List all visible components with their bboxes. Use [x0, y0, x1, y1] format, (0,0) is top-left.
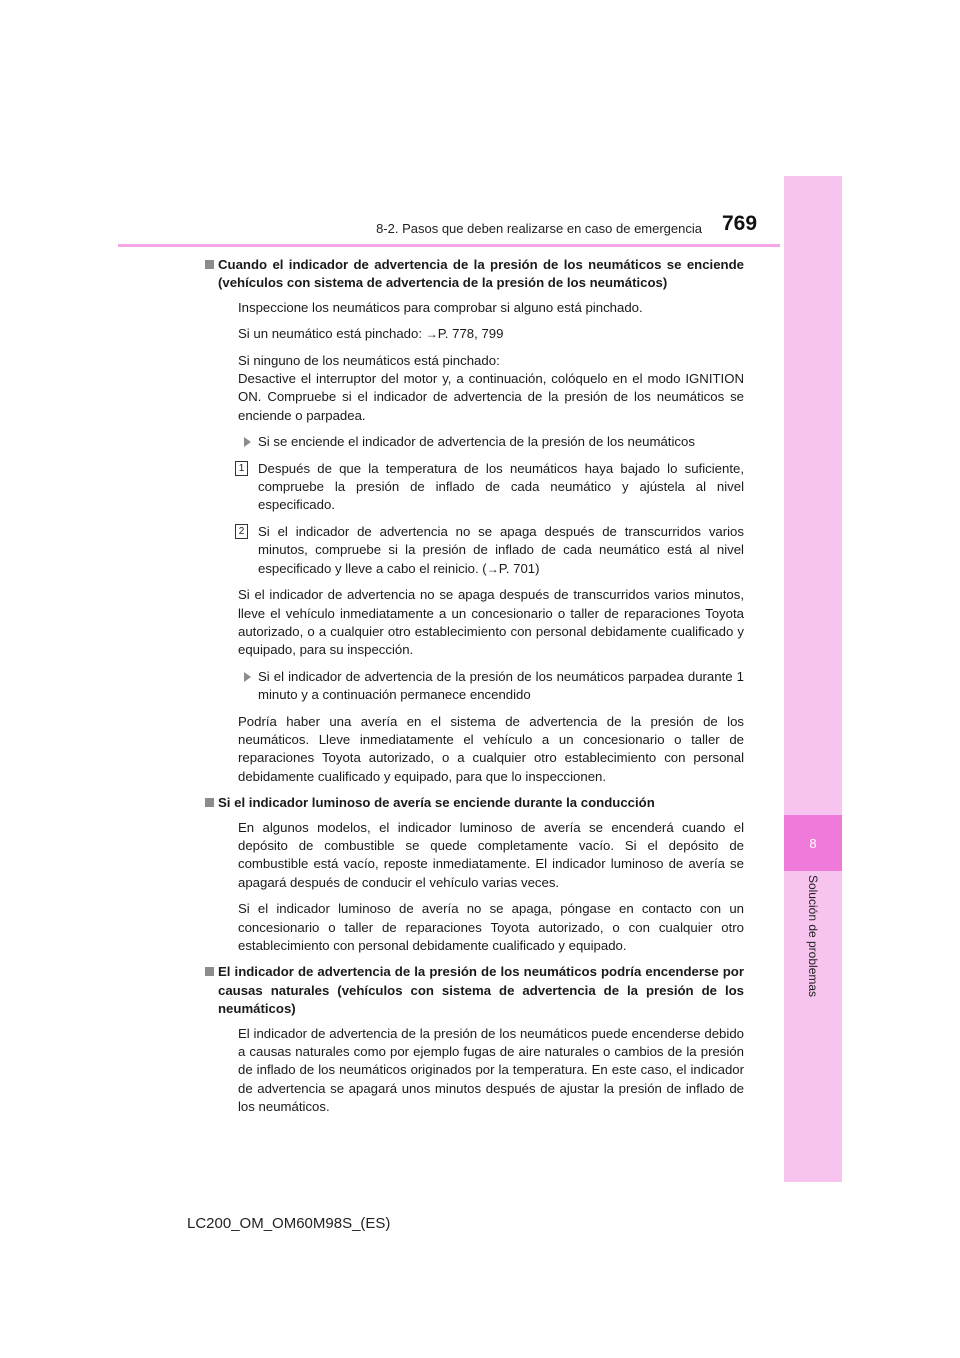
page-reference-link[interactable]: P. 778, 799	[437, 326, 504, 342]
list-item	[238, 668, 744, 705]
step-item	[238, 523, 744, 578]
list-item	[238, 433, 744, 451]
document-code: LC200_OM_OM60M98S_(ES)	[187, 1215, 391, 1232]
paragraph: Si el indicador luminoso de avería no se apaga, póngase en contacto con un concesionario o taller de reparaciones Toyota autorizado, o con cualquier otro establecimiento con personal debidamente cualificado y equipado.	[238, 901, 744, 953]
paragraph: En algunos modelos, el indicador luminoso de avería se encenderá cuando el depósito de combustible se quede completamente vacío. Si el depósito de combustible está vacío, reposte inmediatamente. El indicador luminoso de avería se apagará después de conducir el vehículo varias veces.	[238, 819, 744, 890]
block-title-tpms-on	[218, 256, 744, 293]
step-item	[238, 460, 744, 515]
ref-prefix: Si un neumático está pinchado:	[238, 326, 426, 342]
paragraph: Inspeccione los neumáticos para comprobar si alguno está pinchado.	[238, 299, 643, 315]
page-number: 769	[722, 212, 758, 235]
block-title-text: Cuando el indicador de advertencia de la presión de los neumáticos se enciende (vehículos con sistema de advertencia de la presión de los neumáticos)	[218, 257, 744, 291]
paragraph: El indicador de advertencia de la presión de los neumáticos puede encenderse debido a causas naturales como por ejemplo fugas de aire naturales o cambios de la presión de inflado de los neumáticos originados por la temperatura. En este caso, el indicador de advertencia se apagará unos minutos después de ajustar la presión de inflado de los neumáticos.	[238, 1025, 744, 1115]
step-number: 2	[235, 524, 248, 539]
block-title-natural-causes	[218, 963, 744, 1018]
square-bullet-icon	[205, 260, 214, 269]
block-body-natural-causes	[218, 1025, 744, 1117]
page-reference-link[interactable]: P. 701)	[498, 560, 540, 576]
block-body-malfunction	[218, 819, 744, 956]
chapter-label: Solución de problemas	[806, 874, 820, 998]
arrow-right-icon: →	[486, 561, 499, 576]
square-bullet-icon	[205, 798, 214, 807]
header-divider	[118, 244, 780, 247]
page-content	[218, 256, 744, 1125]
paragraph	[238, 352, 744, 426]
step-text: Si el indicador de advertencia no se apaga después de transcurridos varios minutos, compruebe si la presión de inflado de cada neumático está al nivel especificado y lleve a cabo el reinicio. (	[258, 523, 744, 576]
list-item-text: Si se enciende el indicador de advertencia de la presión de los neumáticos	[258, 434, 695, 450]
chapter-number-tab[interactable]	[784, 815, 842, 871]
square-bullet-icon	[205, 967, 214, 976]
chapter-number: 8	[809, 835, 817, 851]
paragraph-line: Desactive el interruptor del motor y, a continuación, colóquelo en el modo IGNITION ON. Compruebe si el indicador de advertencia de la presión de los neumáticos se enciende o parpadea.	[238, 371, 744, 423]
step-text: Después de que la temperatura de los neumáticos haya bajado lo suficiente, compruebe la presión de inflado de cada neumático y ajústela al nivel especificado.	[258, 460, 744, 513]
arrow-right-icon: →	[425, 327, 438, 342]
chapter-side-tab	[784, 176, 842, 1182]
section-title: 8-2. Pasos que deben realizarse en caso de emergencia	[376, 221, 702, 236]
paragraph: Si el indicador de advertencia no se apaga después de transcurridos varios minutos, lleve el vehículo inmediatamente a un concesionario o taller de reparaciones Toyota autorizado, o a cualquier otro establecimiento con personal debidamente cualificado y equipado, para su inspección.	[238, 587, 744, 658]
triangle-bullet-icon	[244, 437, 251, 447]
paragraph-line: Si ninguno de los neumáticos está pinchado:	[238, 352, 500, 368]
block-title-malfunction	[218, 794, 744, 812]
block-title-text: Si el indicador luminoso de avería se enciende durante la conducción	[218, 795, 655, 811]
block-body-tpms-on	[218, 299, 744, 786]
triangle-bullet-icon	[244, 672, 251, 682]
paragraph-ref	[238, 325, 744, 343]
list-item-text: Si el indicador de advertencia de la presión de los neumáticos parpadea durante 1 minuto y a continuación permanece encendido	[258, 668, 744, 703]
block-title-text: El indicador de advertencia de la presión de los neumáticos podría encenderse por causas naturales (vehículos con sistema de advertencia de la presión de los neumáticos)	[218, 964, 744, 1017]
paragraph: Podría haber una avería en el sistema de advertencia de la presión de los neumáticos. Lleve inmediatamente el vehículo a un concesionario o taller de reparaciones Toyota autorizado, o a cualquier otro establecimiento con personal debidamente cualificado y equipado, para que lo inspeccionen.	[238, 713, 744, 784]
step-number: 1	[235, 461, 248, 476]
